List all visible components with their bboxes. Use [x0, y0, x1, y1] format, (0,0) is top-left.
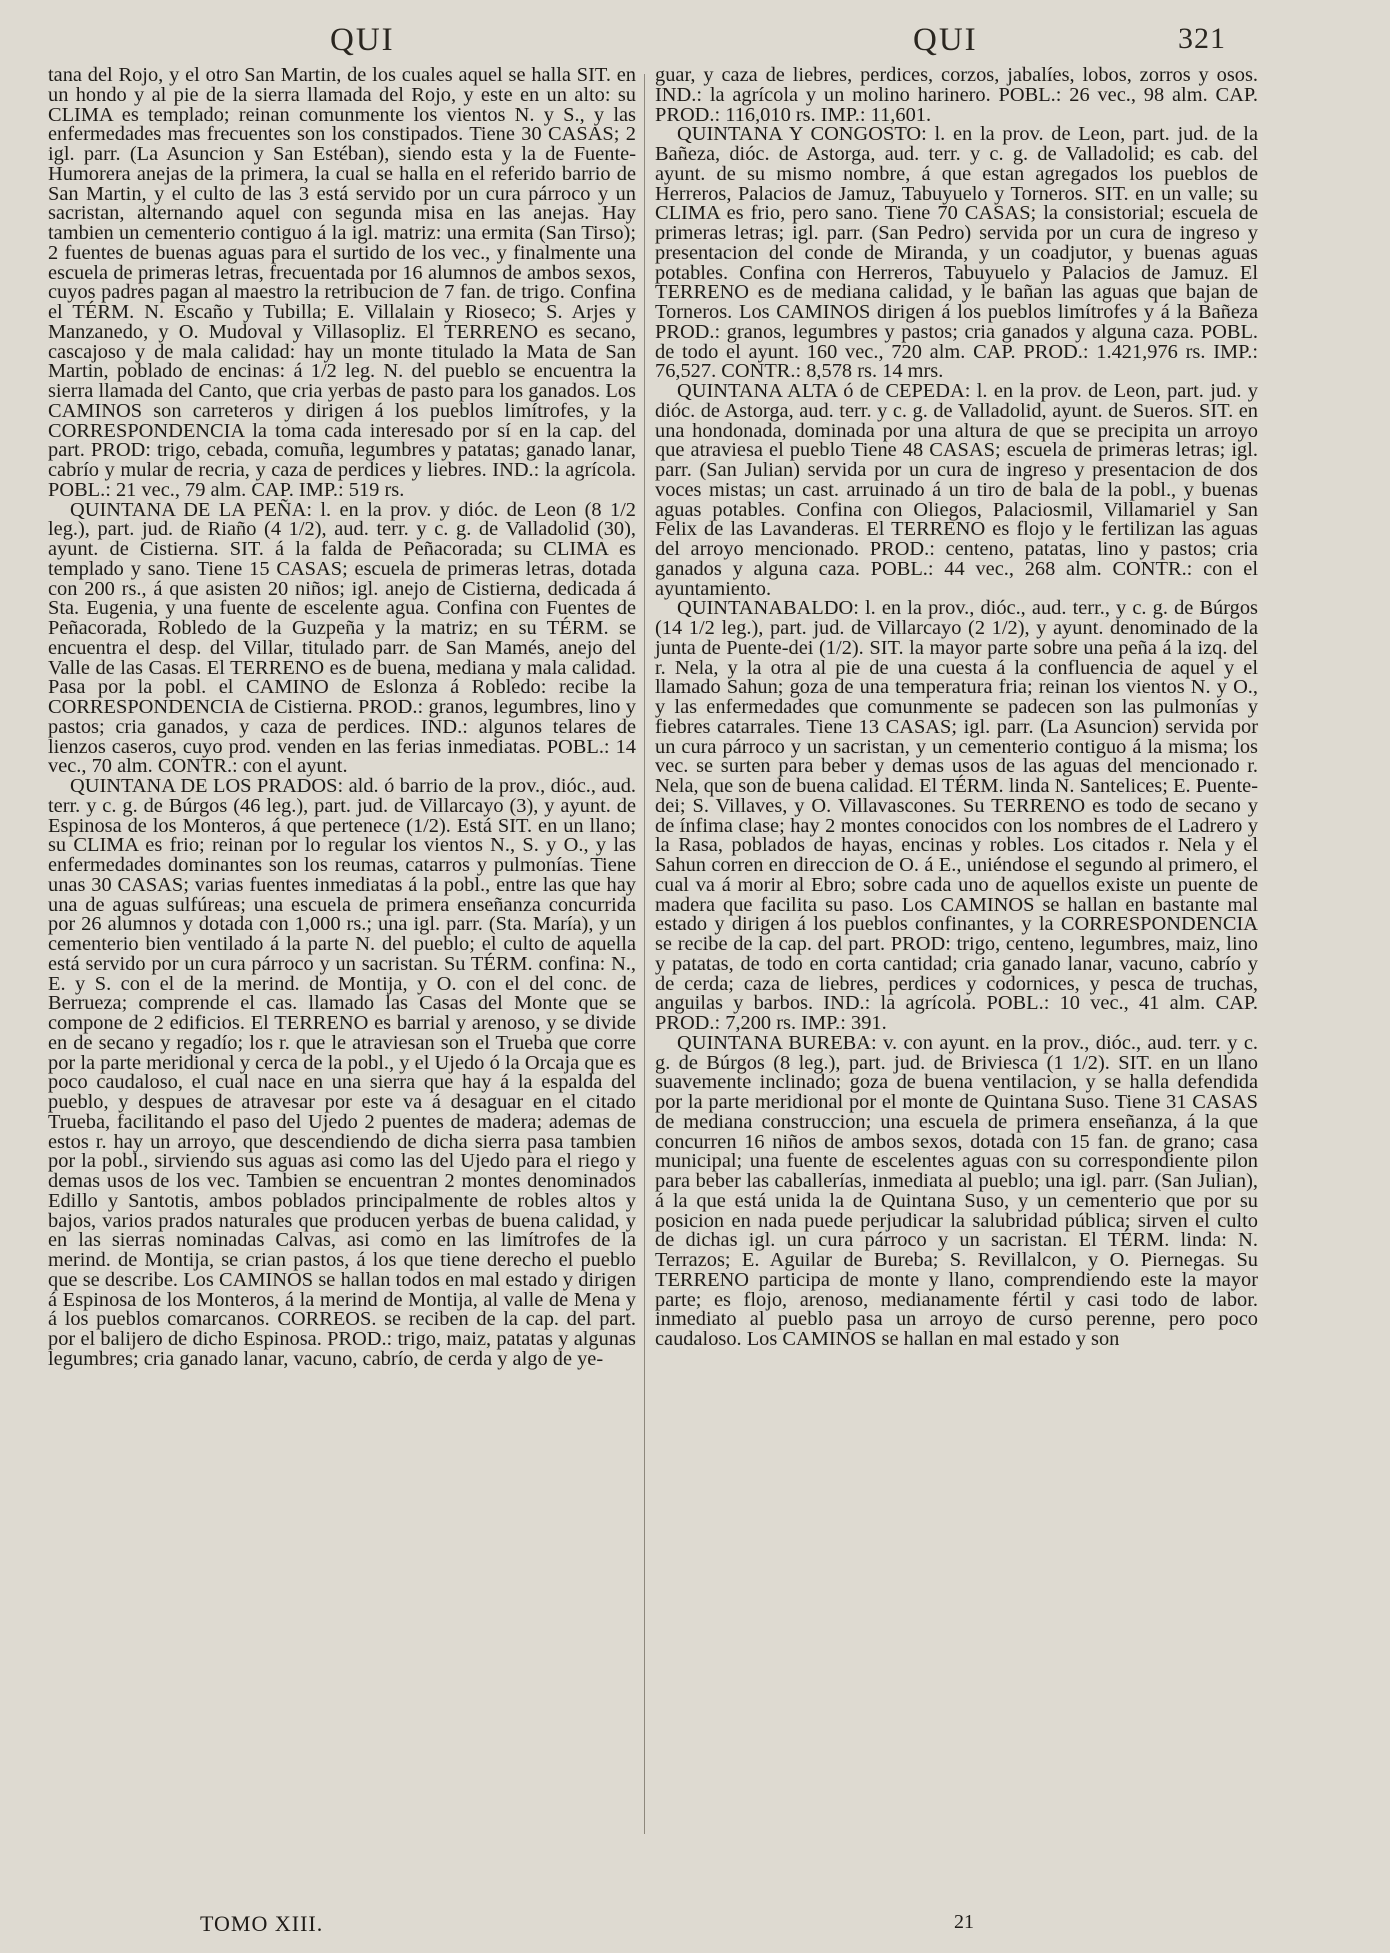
column-divider [644, 74, 645, 1834]
entry-quintanabaldo: QUINTANABALDO: l. en la prov., dióc., aud. terr., y c. g. de Búrgos (14 1/2 leg.), part. jud. de Villarcayo (2 1/2), y ayunt. denominado de la junta de Puente-dei (1/2). SIT. la mayor parte sobre una peña á la izq. del r. Nela, y la otra al pie de una cuesta á la confluencia de aquel y el llamado Sahun; goza de una temperatura fria; reinan los vientos N. y O., y las enfermedades que comunmente se padecen son las pulmonías y fiebres catarrales. Tiene 13 CASAS; igl. parr. (La Asuncion) servida por un cura párroco y un sacristan, y un cementerio contiguo á la misma; los vec. se surten para beber y demas usos de las aguas del mencionado r. Nela, que son de buena calidad. El TÉRM. linda N. Santelices; E. Puente-dei; S. Villaves, y O. Villavascones. Su TERRENO es todo de secano y de ínfima clase; hay 2 montes conocidos con los nombres de el Ladrero y la Rasa, poblados de hayas, encinas y robles. Los citados r. Nela y el Sahun corren en direccion de O. á E., uniéndose el segundo al primero, el cual va á morir al Ebro; sobre cada uno de aquellos existe un puente de madera que facilita su paso. Los CAMINOS se hallan en bastante mal estado y dirigen á los pueblos confinantes, y la CORRESPONDENCIA se recibe de la cap. del part. PROD: trigo, centeno, legumbres, maiz, lino y patatas, de todo en corta cantidad; cria ganado lanar, vacuno, cabrío y de cerda; caza de liebres, perdices y codornices, y pesca de truchas, anguilas y barbos. IND.: la agrícola. POBL.: 10 vec., 41 alm. CAP. PROD.: 7,200 rs. IMP.: 391. [655, 597, 1258, 1034]
entry-quintana-y-congosto: QUINTANA Y CONGOSTO: l. en la prov. de Leon, part. jud. de la Bañeza, dióc. de Astorga, aud. terr. y c. g. de Valladolid; es cab. del ayunt. de su mismo nombre, á que estan agregados los pueblos de Herreros, Palacios de Jamuz, Tabuyuelo y Torneros. SIT. en un valle; su CLIMA es frio, pero sano. Tiene 70 CASAS; la consistorial; escuela de primeras letras; igl. parr. (San Pedro) servida por un cura de ingreso y presentacion del conde de Miranda, y un coadjutor, y buenas aguas potables. Confina con Herreros, Tabuyuelo y Palacios de Jamuz. El TERRENO es de mediana calidad, y le bañan las aguas que bajan de Torneros. Los CAMINOS dirigen á los pueblos limítrofes y á la Bañeza PROD.: granos, legumbres y pastos; cria ganados y alguna caza. POBL. de todo el ayunt. 160 vec., 720 alm. CAP. PROD.: 1.421,976 rs. IMP.: 76,527. CONTR.: 8,578 rs. 14 mrs. [655, 123, 1258, 383]
entry-continuation: tana del Rojo, y el otro San Martin, de los cuales aquel se halla SIT. en un hondo y al pie de la sierra llamada del Rojo, y este en un alto: su CLIMA es templado; reinan comunmente los vientos N. y S., y las enfermedades mas frecuentes son los constipados. Tiene 30 CASAS; 2 igl. parr. (La Asuncion y San Estéban), siendo esta y la de Fuente-Humorera anejas de la primera, la cual se halla en el referido barrio de San Martin, y el culto de las 3 está servido por un cura párroco y un sacristan, alternando aquel con segunda misa en las anejas. Hay tambien un cementerio contiguo á la igl. matriz: una ermita (San Tirso); 2 fuentes de buenas aguas para el surtido de los vec., y finalmente una escuela de primeras letras, frecuentada por 16 alumnos de ambos sexos, cuyos padres pagan al maestro la retribucion de 7 fan. de trigo. Confina el TÉRM. N. Escaño y Tubilla; E. Villalain y Rioseco; S. Arjes y Manzanedo, y O. Mudoval y Villasopliz. El TERRENO es secano, cascajoso y de mala calidad: hay un monte titulado la Mata de San Martin, poblado de encinas: á 1/2 leg. N. del pueblo se encuentra la sierra llamada del Canto, que cria yerbas de pasto para los ganados. Los CAMINOS son carreteros y dirigen á los pueblos limítrofes, y la CORRESPONDENCIA la toma cada interesado por sí en la cap. del part. PROD: trigo, cebada, comuña, legumbres y patatas; ganado lanar, cabrío y mular de recria, y caza de perdices y liebres. IND.: la agrícola. POBL.: 21 vec., 79 alm. CAP. IMP.: 519 rs. [48, 64, 636, 501]
entry-quintana-bureba: QUINTANA BUREBA: v. con ayunt. en la prov., dióc., aud. terr. y c. g. de Búrgos (8 leg.), part. jud. de Briviesca (1 1/2). SIT. en un llano suavemente inclinado; goza de buena ventilacion, y se halla defendida por la parte meridional por el monte de Quintana Suso. Tiene 31 CASAS de mediana construccion; una escuela de primera enseñanza, á la que concurren 16 niños de ambos sexos, dotada con 15 fan. de grano; casa municipal; una fuente de escelentes aguas con su correspondiente pilon para beber las caballerías, inmediata al pueblo; una igl. parr. (San Julian), á la que está unida la de Quintana Suso, y un cementerio que por su posicion en nada puede perjudicar la salubridad pública; sirven el culto de dichas igl. un cura párroco y un sacristan. El TÉRM. linda: N. Terrazos; E. Aguilar de Bureba; S. Revillalcon, y O. Piernegas. Su TERRENO participa de monte y llano, comprendiendo este la mayor parte; es flojo, arenoso, medianamente fértil y casi todo de labor. inmediato al pueblo pasa un arroyo de curso perenne, pero poco caudaloso. Los CAMINOS se hallan en mal estado y son [655, 1031, 1258, 1350]
running-head-left: QUI [330, 22, 395, 58]
entry-quintana-alta: QUINTANA ALTA ó de CEPEDA: l. en la prov. de Leon, part. jud. y dióc. de Astorga, aud. terr. y c. g. de Valladolid, ayunt. de Sueros. SIT. en una hondonada, dominada por una altura de que se precipita un arroyo que atraviesa el pueblo Tiene 48 CASAS; escuela de primeras letras; igl. parr. (San Julian) servida por un cura de ingreso y presentacion de dos voces mistas; un cast. arruinado á un tiro de bala de la pobl., y buenas aguas potables. Confina con Oliegos, Palaciosmil, Villamariel y San Felix de las Lavanderas. El TERRENO es flojo y le fertilizan las aguas del arroyo mencionado. PROD.: centeno, patatas, lino y pastos; cria ganados y alguna caza. POBL.: 44 vec., 268 alm. CONTR.: con el ayuntamiento. [655, 380, 1258, 600]
running-head-center: QUI [913, 22, 978, 58]
entry-continuation: guar, y caza de liebres, perdices, corzos, jabalíes, lobos, zorros y osos. IND.: la agrícola y un molino harinero. POBL.: 26 vec., 98 alm. CAP. PROD.: 116,010 rs. IMP.: 11,601. [655, 64, 1258, 126]
entry-quintana-de-los-prados: QUINTANA DE LOS PRADOS: ald. ó barrio de la prov., dióc., aud. terr. y c. g. de Búrgos (46 leg.), part. jud. de Villarcayo (3), y ayunt. de Espinosa de los Monteros, á que pertenece (1/2). Está SIT. en un llano; su CLIMA es frio; reinan por lo regular los vientos N., S. y O., y las enfermedades dominantes son los reumas, catarros y pulmonías. Tiene unas 30 CASAS; varias fuentes inmediatas á la pobl., entre las que hay una de aguas sulfúreas; una escuela de primera enseñanza concurrida por 26 alumnos y dotada con 1,000 rs.; una igl. parr. (Sta. María), y un cementerio bien ventilado á la parte N. del pueblo; el culto de aquella está servido por un cura párroco y un sacristan. Su TÉRM. confina: N., E. y S. con el de la merind. de Montija, y O. con el del conc. de Berrueza; comprende el cas. llamado las Casas del Monte que se compone de 2 edificios. El TERRENO es barrial y arenoso, y se divide en de secano y regadío; los r. que le atraviesan son el Trueba que corre por la parte meridional y cerca de la pobl., y el Ujedo ó la Orcaja que es poco caudaloso, el cual nace en una sierra que hay á la espalda del pueblo, y despues de atravesar por este va á desaguar en el citado Trueba, facilitando el paso del Ujedo 2 puentes de madera; ademas de estos r. hay un arroyo, que descendiendo de dicha sierra pasa tambien por la pobl., sirviendo sus aguas asi como las del Ujedo para el riego y demas usos de los vec. Tambien se encuentran 2 montes denominados Edillo y Santotis, ambos poblados principalmente de robles altos y bajos, varios prados naturales que producen yerbas de buena calidad, y en las sierras nominadas Calvas, asi como en las limítrofes de la merind. de Montija, se crian pastos, á los que tiene derecho el pueblo que se describe. Los CAMINOS se hallan todos en mal estado y dirigen á Espinosa de los Monteros, á la merind de Montija, al valle de Mena y á los pueblos comarcanos. CORREOS. se reciben de la cap. del part. por el balijero de dicho Espinosa. PROD.: trigo, maiz, patatas y algunas legumbres; cria ganado lanar, vacuno, cabrío, de cerda y algo de ye- [48, 775, 636, 1370]
right-column [655, 66, 1258, 1350]
page-number: 321 [1178, 22, 1226, 55]
left-column [48, 66, 636, 1370]
volume-signature: TOMO XIII. [200, 1911, 324, 1936]
entry-quintana-de-la-pena: QUINTANA DE LA PEÑA: l. en la prov. y dióc. de Leon (8 1/2 leg.), part. jud. de Riaño (4 1/2), aud. terr. y c. g. de Valladolid (30), ayunt. de Cistierna. SIT. á la falda de Peñacorada; su CLIMA es templado y sano. Tiene 15 CASAS; escuela de primeras letras, dotada con 200 rs., á que asisten 20 niños; igl. anejo de Cistierna, dedicada á Sta. Eugenia, y una fuente de escelente agua. Confina con Fuentes de Peñacorada, Robledo de la Guzpeña y la matriz; en su TÉRM. se encuentra el desp. del Villar, titulado parr. de San Mamés, anejo del Valle de las Casas. El TERRENO es de buena, mediana y mala calidad. Pasa por la pobl. el CAMINO de Eslonza á Robledo: recibe la CORRESPONDENCIA de Cistierna. PROD.: granos, legumbres, lino y pastos; cria ganados, y caza de perdices. IND.: algunos telares de lienzos caseros, cuyo prod. venden en las ferias inmediatas. POBL.: 14 vec., 70 alm. CONTR.: con el ayunt. [48, 498, 636, 778]
sheet-signature: 21 [954, 1911, 974, 1933]
